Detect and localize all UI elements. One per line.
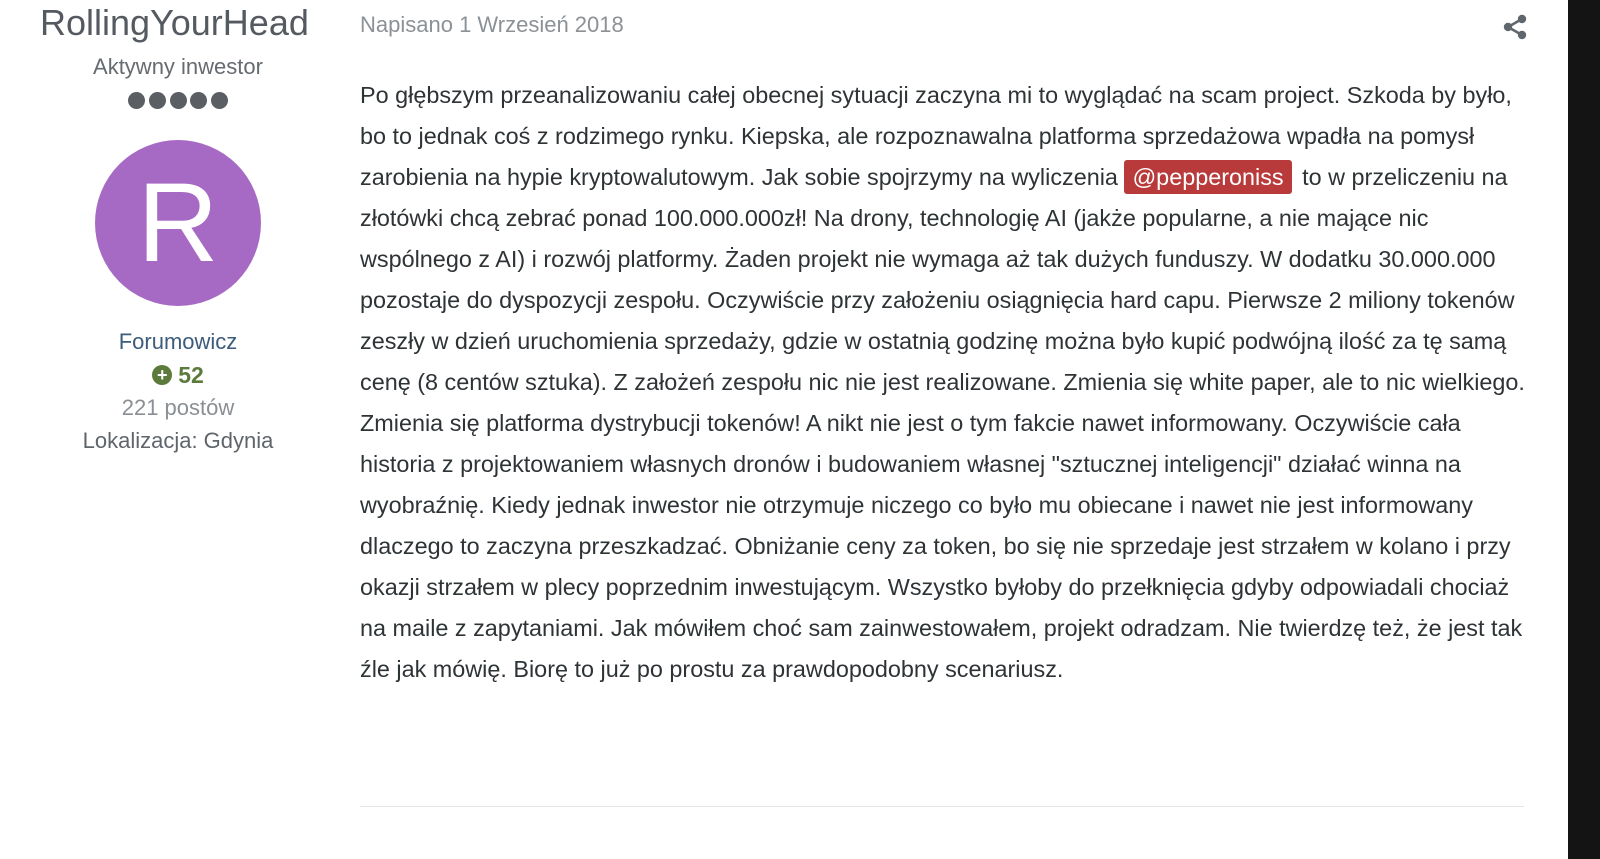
post-count: 221 postów [121, 395, 235, 420]
reputation-badge [0, 362, 356, 389]
rank-pip-icon [128, 92, 145, 109]
user-location: Lokalizacja: Gdynia [82, 428, 274, 453]
plus-circle-icon: + [152, 365, 172, 385]
user-mention-link[interactable]: @pepperoniss [1124, 160, 1291, 194]
author-title: Aktywny inwestor [93, 54, 263, 79]
post-text-after-mention: to w przeliczeniu na złotówki chcą zebrać ponad 100.000.000zł! Na drony, technologię AI (jakże popularne, a nie mające nic wspólnego z AI) i rozwój platformy. Żaden projekt nie wymaga aż tak dużych funduszy. W dodatku 30.000.000 pozostaje do dyspozycji zespołu. Oczywiście przy założeniu osiągnięcia hard capu. Pierwsze 2 miliony tokenów zeszły w dzień uruchomienia sprzedaży, gdzie w ostatnią godzinę można było kupić podwójną ilość za tę samą cenę (8 centów sztuka). Z założeń zespołu nic nie jest realizowane. Zmienia się white paper, ale to nic wielkiego. Zmienia się platforma dystrybucji tokenów! A nikt nie jest o tym fakcie nawet informowany. Oczywiście cała historia z projektowaniem własnych dronów i budowaniem własnej "sztucznej inteligencji" działać winna na wyobraźnię. Kiedy jednak inwestor nie otrzymuje niczego co było mu obiecane i nawet nie jest informowany dlaczego to zaczyna przeszkadzać. Obniżanie ceny za token, bo się nie sprzedaje jest strzałem w kolano i przy okazji strzałem w plecy poprzednim inwestującym. Wszystko byłoby do przełknięcia gdyby odpowiadali chociaż na maile z zapytaniami. Jak mówiłem choć sam zainwestowałem, projekt odradzam. Nie twierdzę też, że jest tak źle jak mówię. Biorę to już po prostu za prawdopodobny scenariusz. [360, 164, 1525, 682]
post-content [360, 75, 1532, 690]
post-text-before-mention: Po głębszym przeanalizowaniu całej obecnej sytuacji zaczyna mi to wyglądać na scam project. Szkoda by było, bo to jednak coś z rodzimego rynku. Kiepska, ale rozpoznawalna platforma sprzedażowa wpadła na pomysł zarobienia na hypie kryptowalutowym. Jak sobie spojrzymy na wyliczenia [360, 82, 1512, 190]
rank-pip-icon [190, 92, 207, 109]
share-icon[interactable] [1502, 14, 1528, 40]
rank-pip-icon [149, 92, 166, 109]
avatar[interactable]: R [95, 140, 261, 306]
post-date[interactable]: Napisano 1 Wrzesień 2018 [360, 12, 624, 37]
reputation-value: 52 [178, 362, 204, 388]
rank-pips [128, 92, 228, 112]
post-divider [360, 806, 1524, 807]
user-group-link[interactable]: Forumowicz [118, 329, 238, 354]
rank-pip-icon [170, 92, 187, 109]
author-name[interactable]: RollingYourHead [40, 2, 309, 43]
window-edge [1568, 0, 1600, 859]
rank-pip-icon [211, 92, 228, 109]
